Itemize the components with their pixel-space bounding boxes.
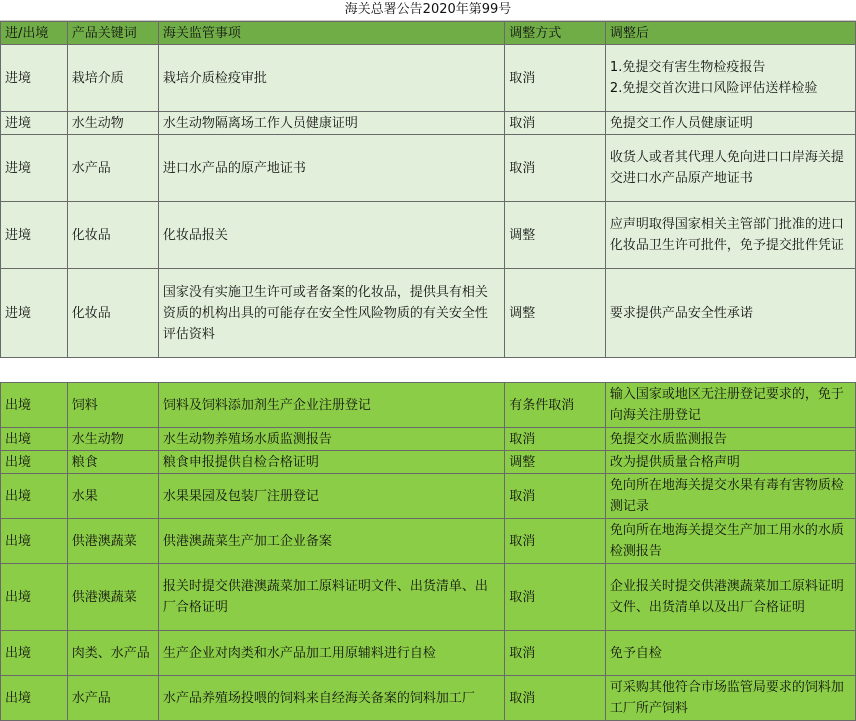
header-method: 调整方式 xyxy=(505,22,606,45)
table-row xyxy=(1,519,856,564)
cell-matter: 进口水产品的原产地证书 xyxy=(158,135,504,202)
cell-after: 免向所在地海关提交生产加工用水的水质检测报告 xyxy=(605,519,855,564)
cell-after: 应声明取得国家相关主管部门批准的进口化妆品卫生许可批件，免予提交批件凭证 xyxy=(605,202,855,269)
cell-product: 水产品 xyxy=(67,676,158,721)
cell-matter: 生产企业对肉类和水产品加工用原辅料进行自检 xyxy=(158,631,504,676)
cell-product: 肉类、水产品 xyxy=(67,631,158,676)
header-row xyxy=(1,22,856,45)
table-row xyxy=(1,45,856,112)
cell-method: 取消 xyxy=(505,474,606,519)
cell-method: 取消 xyxy=(505,564,606,631)
cell-after: 1.免提交有害生物检疫报告 2.免提交首次进口风险评估送样检验 xyxy=(605,45,855,112)
cell-direction: 进境 xyxy=(1,202,68,269)
cell-method: 取消 xyxy=(505,112,606,135)
cell-matter: 国家没有实施卫生许可或者备案的化妆品，提供具有相关资质的机构出具的可能存在安全性风险物质的有关安全性评估资料 xyxy=(158,269,504,358)
table-row xyxy=(1,112,856,135)
cell-direction: 进境 xyxy=(1,112,68,135)
cell-matter: 水果果园及包装厂注册登记 xyxy=(158,474,504,519)
cell-method: 取消 xyxy=(505,135,606,202)
table-row xyxy=(1,383,856,428)
cell-method: 取消 xyxy=(505,631,606,676)
cell-product: 供港澳蔬菜 xyxy=(67,564,158,631)
cell-product: 水产品 xyxy=(67,135,158,202)
cell-after: 免提交水质监测报告 xyxy=(605,428,855,451)
header-product: 产品关键词 xyxy=(67,22,158,45)
cell-method: 取消 xyxy=(505,428,606,451)
table-row xyxy=(1,269,856,358)
separator-cell xyxy=(1,358,856,383)
cell-matter: 化妆品报关 xyxy=(158,202,504,269)
cell-direction: 出境 xyxy=(1,474,68,519)
cell-direction: 出境 xyxy=(1,451,68,474)
table-row xyxy=(1,202,856,269)
cell-matter: 供港澳蔬菜生产加工企业备案 xyxy=(158,519,504,564)
table-row xyxy=(1,135,856,202)
cell-matter: 栽培介质检疫审批 xyxy=(158,45,504,112)
cell-product: 水生动物 xyxy=(67,428,158,451)
cell-after: 免提交工作人员健康证明 xyxy=(605,112,855,135)
cell-product: 水生动物 xyxy=(67,112,158,135)
cell-direction: 进境 xyxy=(1,45,68,112)
cell-product: 化妆品 xyxy=(67,202,158,269)
cell-method: 取消 xyxy=(505,676,606,721)
cell-after: 收货人或者其代理人免向进口口岸海关提交进口水产品原产地证书 xyxy=(605,135,855,202)
cell-method: 调整 xyxy=(505,202,606,269)
cell-after: 企业报关时提交供港澳蔬菜加工原料证明文件、出货清单以及出厂合格证明 xyxy=(605,564,855,631)
policy-table xyxy=(0,21,856,721)
cell-matter: 粮食申报提供自检合格证明 xyxy=(158,451,504,474)
cell-method: 调整 xyxy=(505,269,606,358)
table-row xyxy=(1,474,856,519)
cell-product: 化妆品 xyxy=(67,269,158,358)
sheet-title: 海关总署公告2020年第99号 xyxy=(0,0,856,21)
header-after: 调整后 xyxy=(605,22,855,45)
header-direction: 进/出境 xyxy=(1,22,68,45)
table-row xyxy=(1,451,856,474)
table-row xyxy=(1,676,856,721)
cell-after: 可采购其他符合市场监管局要求的饲料加工厂所产饲料 xyxy=(605,676,855,721)
cell-product: 水果 xyxy=(67,474,158,519)
cell-after: 要求提供产品安全性承诺 xyxy=(605,269,855,358)
cell-direction: 出境 xyxy=(1,564,68,631)
table-row xyxy=(1,564,856,631)
table-row xyxy=(1,631,856,676)
cell-method: 取消 xyxy=(505,519,606,564)
separator-row xyxy=(1,358,856,383)
cell-product: 供港澳蔬菜 xyxy=(67,519,158,564)
cell-after: 免向所在地海关提交水果有毒有害物质检测记录 xyxy=(605,474,855,519)
cell-matter: 报关时提交供港澳蔬菜加工原料证明文件、出货清单、出厂合格证明 xyxy=(158,564,504,631)
cell-after: 改为提供质量合格声明 xyxy=(605,451,855,474)
cell-matter: 饲料及饲料添加剂生产企业注册登记 xyxy=(158,383,504,428)
cell-direction: 出境 xyxy=(1,383,68,428)
cell-product: 饲料 xyxy=(67,383,158,428)
cell-after: 输入国家或地区无注册登记要求的，免于向海关注册登记 xyxy=(605,383,855,428)
cell-matter: 水产品养殖场投喂的饲料来自经海关备案的饲料加工厂 xyxy=(158,676,504,721)
cell-method: 调整 xyxy=(505,451,606,474)
cell-product: 粮食 xyxy=(67,451,158,474)
cell-method: 有条件取消 xyxy=(505,383,606,428)
cell-direction: 进境 xyxy=(1,269,68,358)
cell-direction: 出境 xyxy=(1,631,68,676)
cell-method: 取消 xyxy=(505,45,606,112)
cell-direction: 出境 xyxy=(1,676,68,721)
cell-product: 栽培介质 xyxy=(67,45,158,112)
cell-direction: 出境 xyxy=(1,519,68,564)
header-matter: 海关监管事项 xyxy=(158,22,504,45)
cell-matter: 水生动物养殖场水质监测报告 xyxy=(158,428,504,451)
table-row xyxy=(1,428,856,451)
cell-after: 免予自检 xyxy=(605,631,855,676)
cell-matter: 水生动物隔离场工作人员健康证明 xyxy=(158,112,504,135)
cell-direction: 进境 xyxy=(1,135,68,202)
cell-direction: 出境 xyxy=(1,428,68,451)
